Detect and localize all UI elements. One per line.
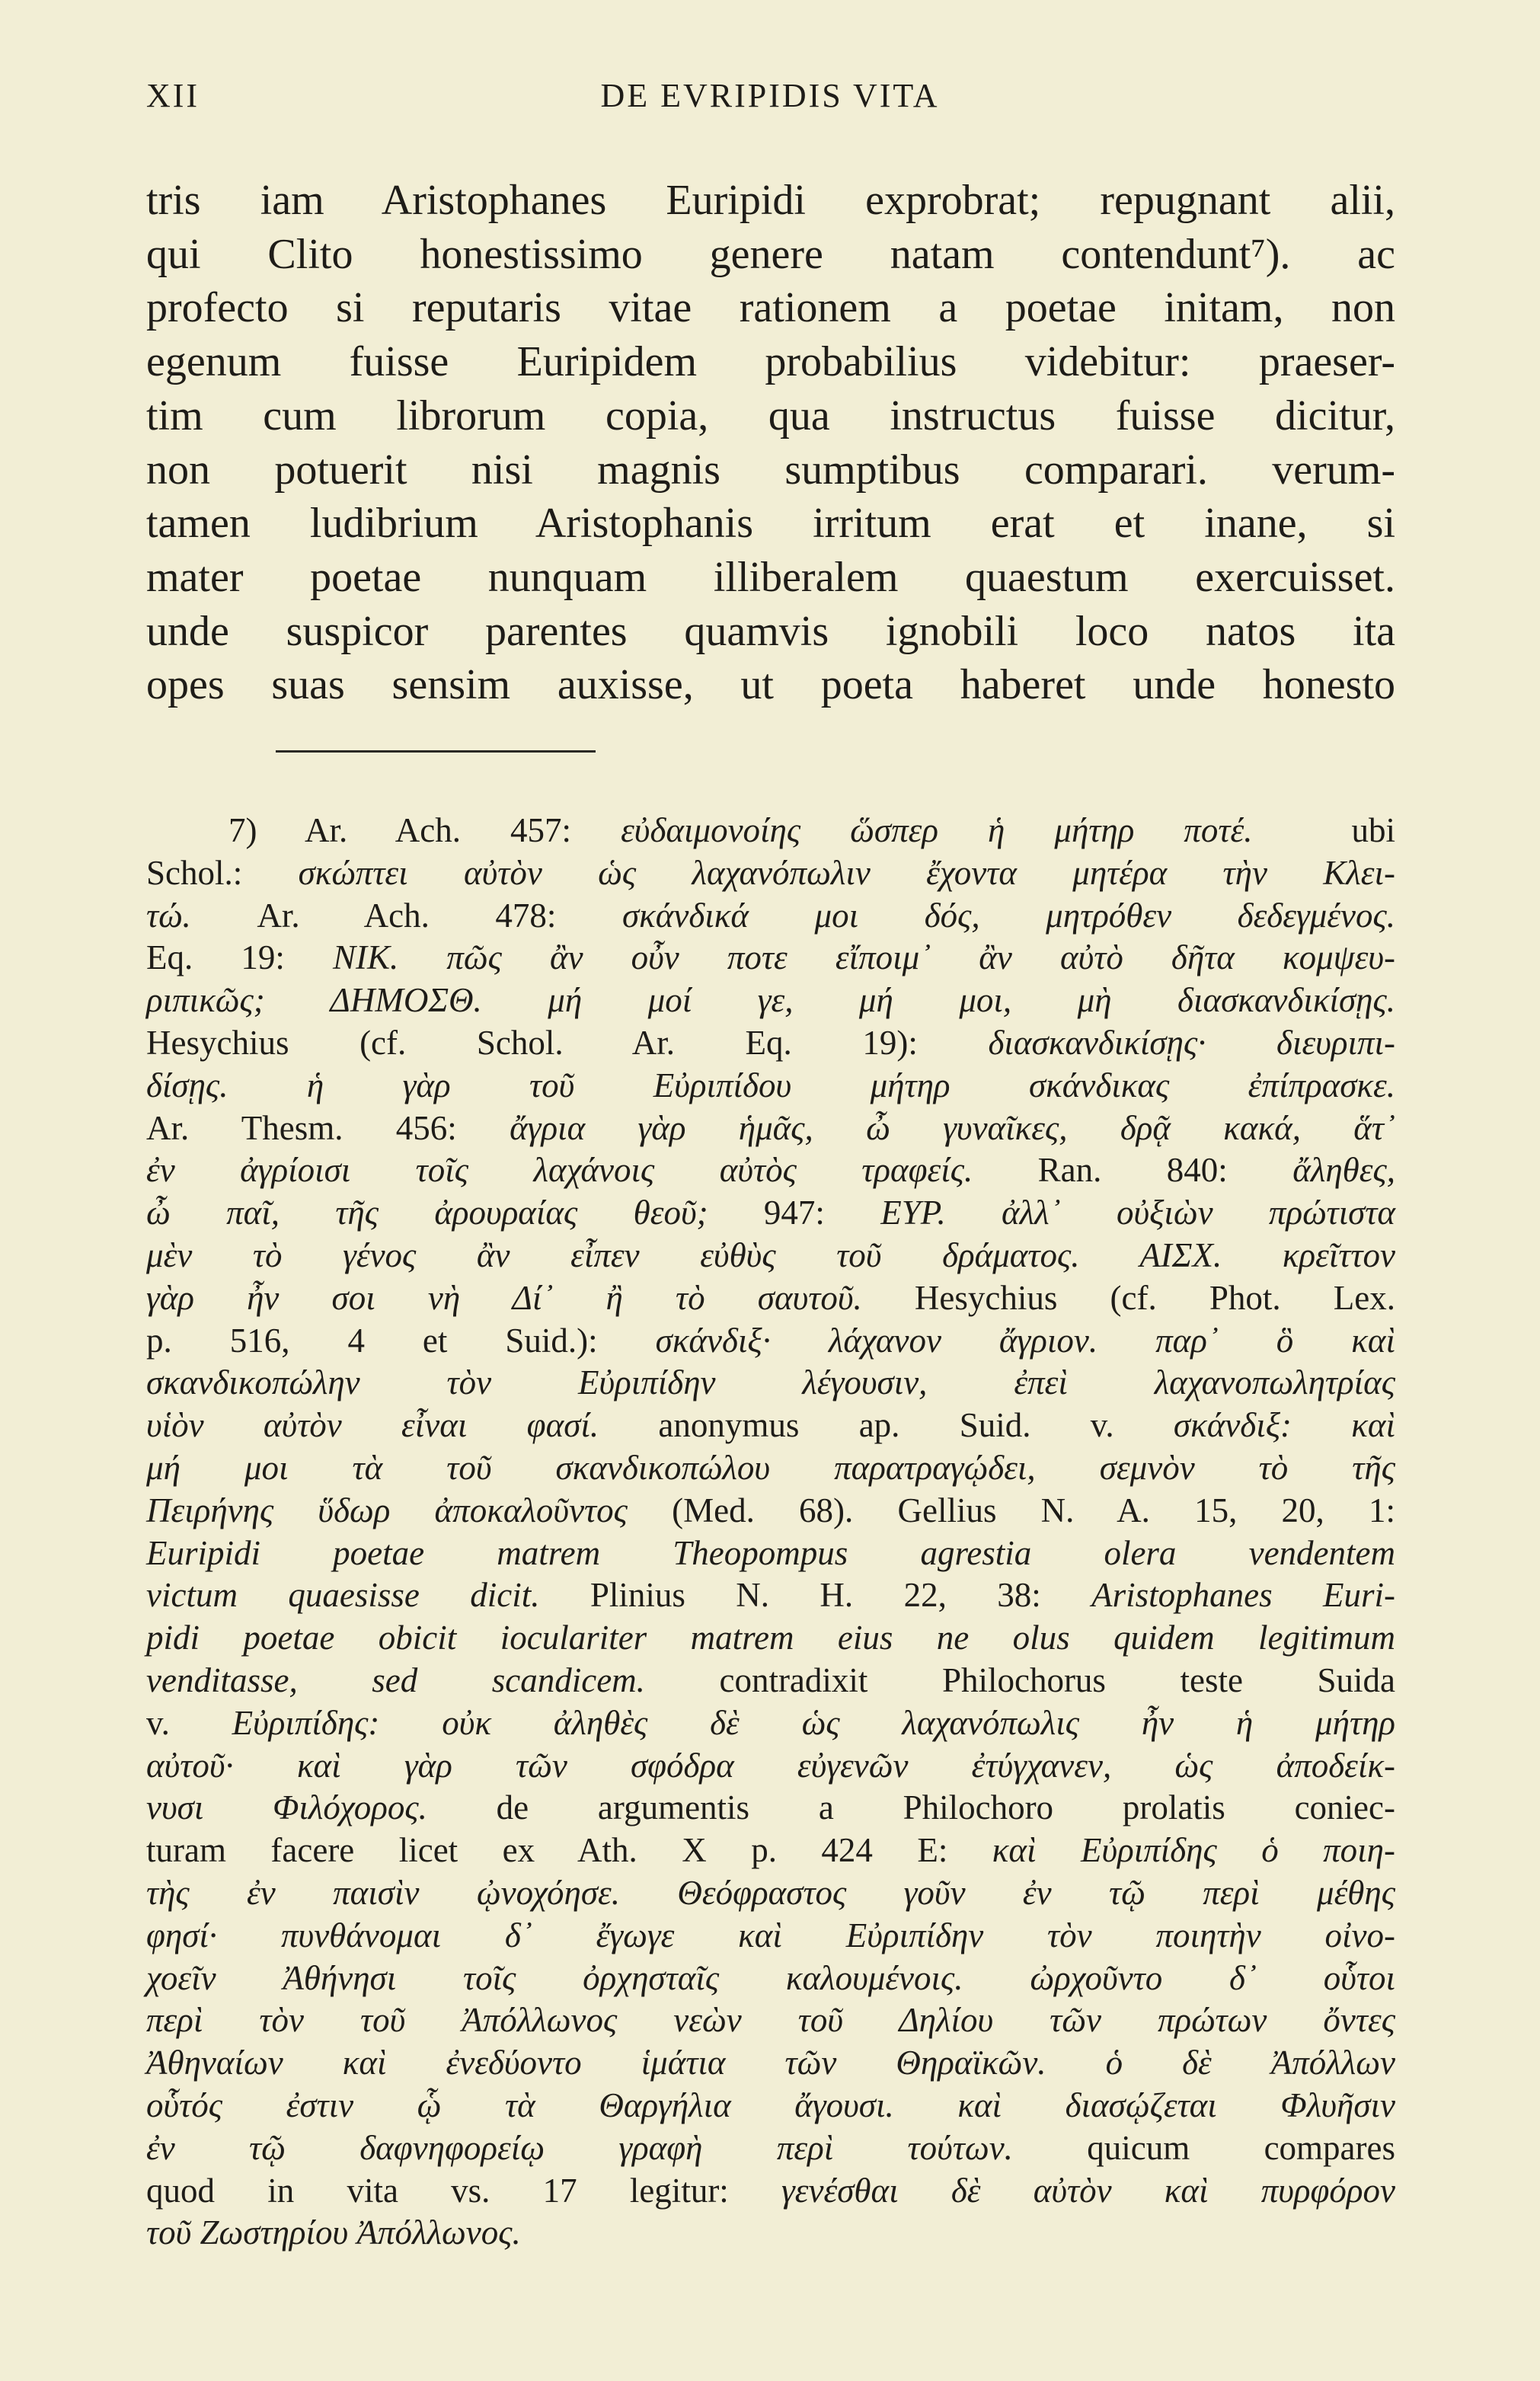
footnote-line bbox=[146, 1489, 1395, 1532]
footnote-line bbox=[146, 1404, 1395, 1446]
quoted-text: νυσι Φιλόχορος. bbox=[146, 1788, 427, 1827]
footnote-line bbox=[146, 1744, 1395, 1787]
quoted-text: τοῦ Ζωστηρίου Ἀπόλλωνος. bbox=[146, 2213, 521, 2252]
quoted-text: σκάνδιξ: καὶ bbox=[1173, 1406, 1395, 1445]
commentary-text: Hesychius (cf. Schol. Ar. Eq. 19): bbox=[146, 1024, 989, 1062]
commentary-text: de argumentis a Philochoro prolatis coniec- bbox=[427, 1788, 1395, 1827]
quoted-text: victum quaesisse dicit. bbox=[146, 1576, 540, 1615]
quoted-text: ἐν ἀγρίοισι τοῖς λαχάνοις αὐτὸς τραφείς. bbox=[146, 1151, 973, 1190]
quoted-text: σκανδικοπώλην τὸν Εὐριπίδην λέγουσιν, ἐπεὶ λαχανοπωλητρίας bbox=[146, 1363, 1395, 1402]
footnote-line bbox=[146, 1149, 1395, 1191]
commentary-text: quicum compares bbox=[1012, 2128, 1395, 2167]
footnote-line bbox=[146, 852, 1395, 894]
body-line: tris iam Aristophanes Euripidi exprobrat; repugnant alii, bbox=[146, 177, 1395, 224]
commentary-text: v. bbox=[146, 1703, 232, 1742]
body-line: qui Clito honestissimo genere natam contendunt⁷). ac bbox=[146, 230, 1395, 278]
quoted-text: τώ. bbox=[146, 896, 191, 935]
quoted-text: pidi poetae obicit ioculariter matrem eius ne olus quidem legitimum bbox=[146, 1619, 1395, 1657]
quoted-text: venditasse, sed scandicem. bbox=[146, 1661, 645, 1699]
footnote-line bbox=[146, 1702, 1395, 1744]
body-line: tamen ludibrium Aristophanis irritum erat et inane, si bbox=[146, 500, 1395, 548]
body-line: profecto si reputaris vitae rationem a poetae initam, non bbox=[146, 284, 1395, 332]
footnote-line bbox=[146, 1957, 1395, 1999]
quoted-text: διασκανδικίσῃς· διευριπι- bbox=[988, 1024, 1395, 1062]
footnote-7-line bbox=[146, 809, 1395, 852]
quoted-text: ΕΥΡ. ἀλλ᾽ οὐξιὼν πρώτιστα bbox=[880, 1194, 1395, 1232]
commentary-text: anonymus ap. Suid. v. bbox=[599, 1406, 1174, 1445]
commentary-text: Eq. 19: bbox=[146, 938, 333, 977]
footnote-line bbox=[146, 1107, 1395, 1149]
commentary-text: Schol.: bbox=[146, 853, 299, 892]
commentary-text: 7) Ar. Ach. 457: bbox=[228, 811, 621, 849]
running-title: DE EVRIPIDIS VITA bbox=[600, 77, 940, 114]
quoted-text: φησί· πυνθάνομαι δ᾽ ἔγωγε καὶ Εὐριπίδην τὸν ποιητὴν οἰνο- bbox=[146, 1916, 1395, 1954]
footnote-line bbox=[146, 2084, 1395, 2127]
commentary-text: quod in vita vs. 17 legitur: bbox=[146, 2171, 782, 2210]
commentary-text: ubi bbox=[1252, 811, 1395, 849]
commentary-text: Ran. 840: bbox=[973, 1151, 1293, 1190]
quoted-text: γενέσθαι δὲ αὐτὸν καὶ πυρφόρον bbox=[781, 2171, 1395, 2210]
footnote-line bbox=[146, 2211, 1395, 2254]
footnote-line bbox=[146, 1021, 1395, 1064]
body-line: egenum fuisse Euripidem probabilius videbitur: praeser- bbox=[146, 338, 1395, 386]
commentary-text: Ar. Thesm. 456: bbox=[146, 1108, 510, 1147]
footnote-line bbox=[146, 1659, 1395, 1702]
quoted-text: γὰρ ἦν σοι νὴ Δί᾽ ἢ τὸ σαυτοῦ. bbox=[146, 1278, 862, 1317]
quoted-text: χοεῖν Ἀθήνησι τοῖς ὀρχησταῖς καλουμένοις. ὠρχοῦντο δ᾽ οὗτοι bbox=[146, 1958, 1395, 1997]
footnote-line bbox=[146, 1786, 1395, 1829]
footnote-line bbox=[146, 1277, 1395, 1319]
quoted-text: ἄληθες, bbox=[1292, 1151, 1395, 1190]
quoted-text: ὦ παῖ, τῆς ἀρουραίας θεοῦ; bbox=[146, 1194, 708, 1232]
footnote-separator-rule bbox=[276, 750, 596, 753]
footnote-line bbox=[146, 1234, 1395, 1277]
footnote-line bbox=[146, 1361, 1395, 1404]
body-line: non potuerit nisi magnis sumptibus comparari. verum- bbox=[146, 446, 1395, 494]
quoted-text: εὐδαιμονοίης ὥσπερ ἡ μήτηρ ποτέ. bbox=[621, 811, 1253, 849]
quoted-text: μὲν τὸ γένος ἂν εἶπεν εὐθὺς τοῦ δράματος. ΑΙΣΧ. κρεῖττον bbox=[146, 1236, 1395, 1274]
commentary-text: 947: bbox=[708, 1194, 881, 1232]
quoted-text: αὐτοῦ· καὶ γὰρ τῶν σφόδρα εὐγενῶν ἐτύγχανεν, ὡς ἀποδείκ- bbox=[146, 1746, 1395, 1785]
quoted-text: σκάνδιξ· λάχανον ἄγριον. παρ᾽ ὃ καὶ bbox=[655, 1321, 1395, 1360]
footnote-line bbox=[146, 2169, 1395, 2212]
footnote-line bbox=[146, 1616, 1395, 1659]
quoted-text: καὶ Εὐριπίδης ὁ ποιη- bbox=[992, 1831, 1395, 1870]
footnote-line bbox=[146, 894, 1395, 937]
quoted-text: σκώπτει αὐτὸν ὡς λαχανόπωλιν ἔχοντα μητέρα τὴν Κλει- bbox=[298, 853, 1395, 892]
footnote-line bbox=[146, 1319, 1395, 1362]
quoted-text: Πειρήνης ὕδωρ ἀποκαλοῦντος bbox=[146, 1491, 628, 1529]
quoted-text: Euripidi poetae matrem Theopompus agrestia olera vendentem bbox=[146, 1533, 1395, 1572]
commentary-text: (Med. 68). Gellius N. A. 15, 20, 1: bbox=[627, 1491, 1395, 1529]
body-line: opes suas sensim auxisse, ut poeta haberet unde honesto bbox=[146, 661, 1395, 709]
footnote-line bbox=[146, 2041, 1395, 2084]
body-line: mater poetae nunquam illiberalem quaestum exercuisset. bbox=[146, 553, 1395, 601]
footnote-line bbox=[146, 1914, 1395, 1957]
commentary-text: p. 516, 4 et Suid.): bbox=[146, 1321, 656, 1360]
page-number: XII bbox=[146, 77, 200, 114]
commentary-text: turam facere licet ex Ath. X p. 424 E: bbox=[146, 1831, 992, 1870]
footnote-line bbox=[146, 979, 1395, 1021]
quoted-text: περὶ τὸν τοῦ Ἀπόλλωνος νεὼν τοῦ Δηλίου τῶν πρώτων ὄντες bbox=[146, 2001, 1395, 2040]
footnote-line bbox=[146, 1829, 1395, 1871]
quoted-text: σκάνδικά μοι δός, μητρόθεν δεδεγμένος. bbox=[621, 896, 1395, 935]
quoted-text: Εὐριπίδης: οὐκ ἀληθὲς δὲ ὡς λαχανόπωλις ἦν ἡ μήτηρ bbox=[232, 1703, 1396, 1742]
body-line: unde suspicor parentes quamvis ignobili loco natos ita bbox=[146, 607, 1395, 655]
footnote-line bbox=[146, 1532, 1395, 1574]
quoted-text: δίσῃς. ἡ γὰρ τοῦ Εὐριπίδου μήτηρ σκάνδικας ἐπίπρασκε. bbox=[146, 1066, 1395, 1104]
quoted-text: ἐν τῷ δαφνηφορείῳ γραφὴ περὶ τούτων. bbox=[146, 2128, 1013, 2167]
quoted-text: υἱὸν αὐτὸν εἶναι φασί. bbox=[146, 1406, 599, 1445]
footnote-line bbox=[146, 1191, 1395, 1234]
footnote-line bbox=[146, 1871, 1395, 1914]
footnote-line bbox=[146, 1446, 1395, 1489]
footnote-line bbox=[146, 1999, 1395, 2041]
quoted-text: Aristophanes Euri- bbox=[1091, 1576, 1395, 1615]
quoted-text: οὗτός ἐστιν ᾧ τὰ Θαργήλια ἄγουσι. καὶ διασῴζεται Φλυῆσιν bbox=[146, 2086, 1395, 2124]
quoted-text: ριπικῶς; ΔΗΜΟΣΘ. μή μοί γε, μή μοι, μὴ διασκανδικίσῃς. bbox=[146, 981, 1395, 1020]
body-line: tim cum librorum copia, qua instructus fuisse dicitur, bbox=[146, 392, 1395, 439]
quoted-text: Ἀθηναίων καὶ ἐνεδύοντο ἱμάτια τῶν Θηραϊκῶν. ὁ δὲ Ἀπόλλων bbox=[146, 2044, 1395, 2082]
quoted-text: τὴς ἐν παισὶν ᾠνοχόησε. Θεόφραστος γοῦν ἐν τῷ περὶ μέθης bbox=[146, 1874, 1395, 1912]
quoted-text: μή μοι τὰ τοῦ σκανδικοπώλου παρατραγῴδει, σεμνὸν τὸ τῆς bbox=[146, 1449, 1395, 1487]
quoted-text: NIK. πῶς ἂν οὖν ποτε εἴποιμ᾽ ἂν αὐτὸ δῆτα κομψευ- bbox=[332, 938, 1396, 977]
quoted-text: ἄγρια γὰρ ἡμᾶς, ὦ γυναῖκες, δρᾷ κακά, ἅτ᾽ bbox=[510, 1108, 1395, 1147]
commentary-text: contradixit Philochorus teste Suida bbox=[644, 1661, 1395, 1699]
footnote-line bbox=[146, 2127, 1395, 2169]
footnote-line bbox=[146, 1064, 1395, 1107]
footnote-line bbox=[146, 936, 1395, 979]
footnote-line bbox=[146, 1574, 1395, 1616]
commentary-text: Ar. Ach. 478: bbox=[190, 896, 622, 935]
commentary-text: Plinius N. H. 22, 38: bbox=[539, 1576, 1092, 1615]
commentary-text: Hesychius (cf. Phot. Lex. bbox=[861, 1278, 1395, 1317]
